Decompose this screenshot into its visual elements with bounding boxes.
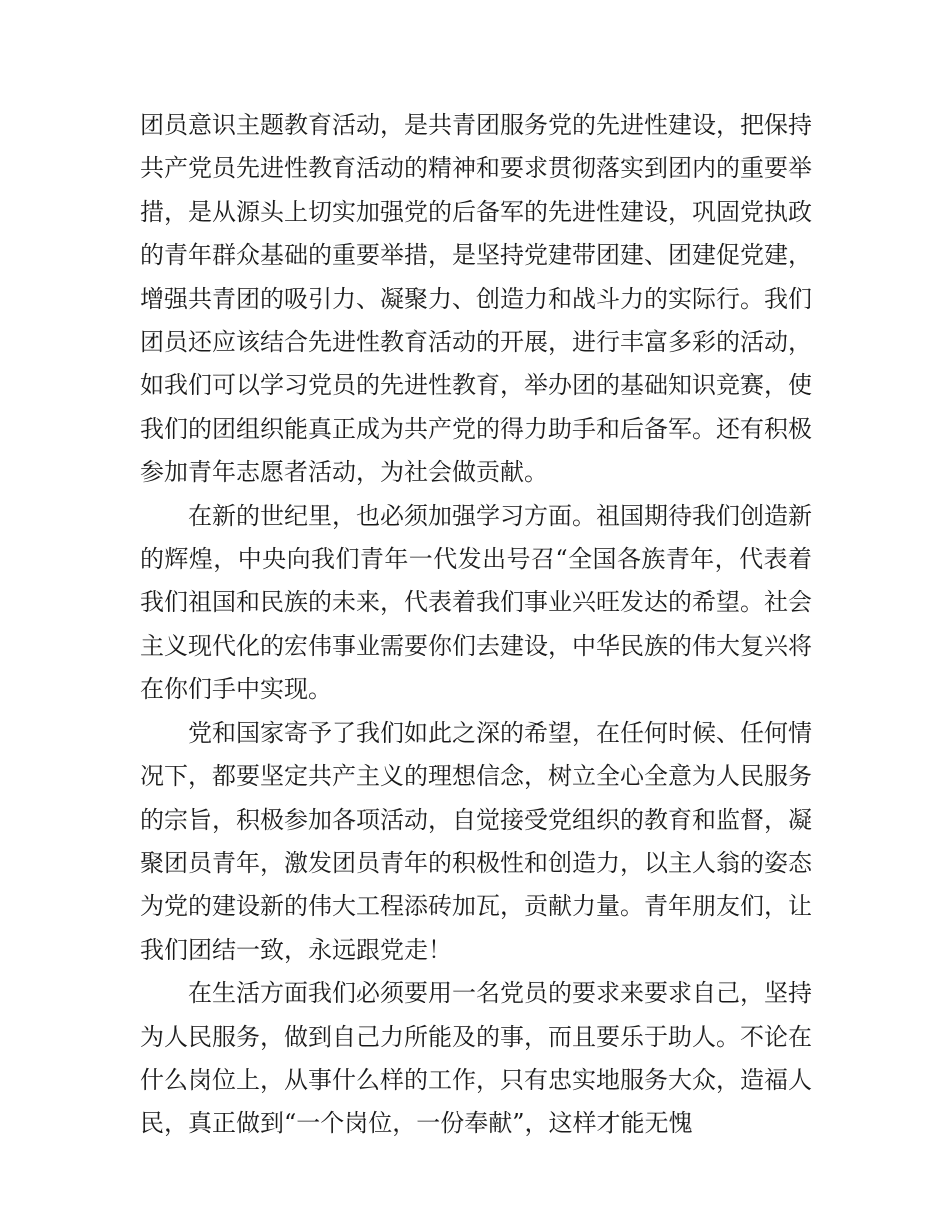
paragraph-2: 在新的世纪里，也必须加强学习方面。祖国期待我们创造新的辉煌，中央向我们青年一代发出号召“全国各族青年，代表着我们祖国和民族的未来，代表着我们事业兴旺发达的希望。社会主义现代化的宏伟事业需要你们去建设，中华民族的伟大复兴将在你们手中实现。: [140, 501, 812, 704]
document-body: [140, 104, 812, 1146]
paragraph-4: 在生活方面我们必须要用一名党员的要求来要求自己，坚持为人民服务，做到自己力所能及的事，而且要乐于助人。不论在什么岗位上，从事什么样的工作，只有忠实地服务大众，造福人民，真正做到“一个岗位，一份奉献”，这样才能无愧: [140, 979, 812, 1138]
paragraph-3: 党和国家寄予了我们如此之深的希望，在任何时候、任何情况下，都要坚定共产主义的理想信念，树立全心全意为人民服务的宗旨，积极参加各项活动，自觉接受党组织的教育和监督，凝聚团员青年，激发团员青年的积极性和创造力，以主人翁的姿态为党的建设新的伟大工程添砖加瓦，贡献力量。青年朋友们，让我们团结一致，永远跟党走！: [140, 718, 812, 964]
paragraph-1: 团员意识主题教育活动，是共青团服务党的先进性建设，把保持共产党员先进性教育活动的精神和要求贯彻落实到团内的重要举措，是从源头上切实加强党的后备军的先进性建设，巩固党执政的青年群众基础的重要举措，是坚持党建带团建、团建促党建，增强共青团的吸引力、凝聚力、创造力和战斗力的实际行。我们团员还应该结合先进性教育活动的开展，进行丰富多彩的活动，如我们可以学习党员的先进性教育，举办团的基础知识竞赛，使我们的团组织能真正成为共产党的得力助手和后备军。还有积极参加青年志愿者活动，为社会做贡献。: [140, 111, 812, 487]
